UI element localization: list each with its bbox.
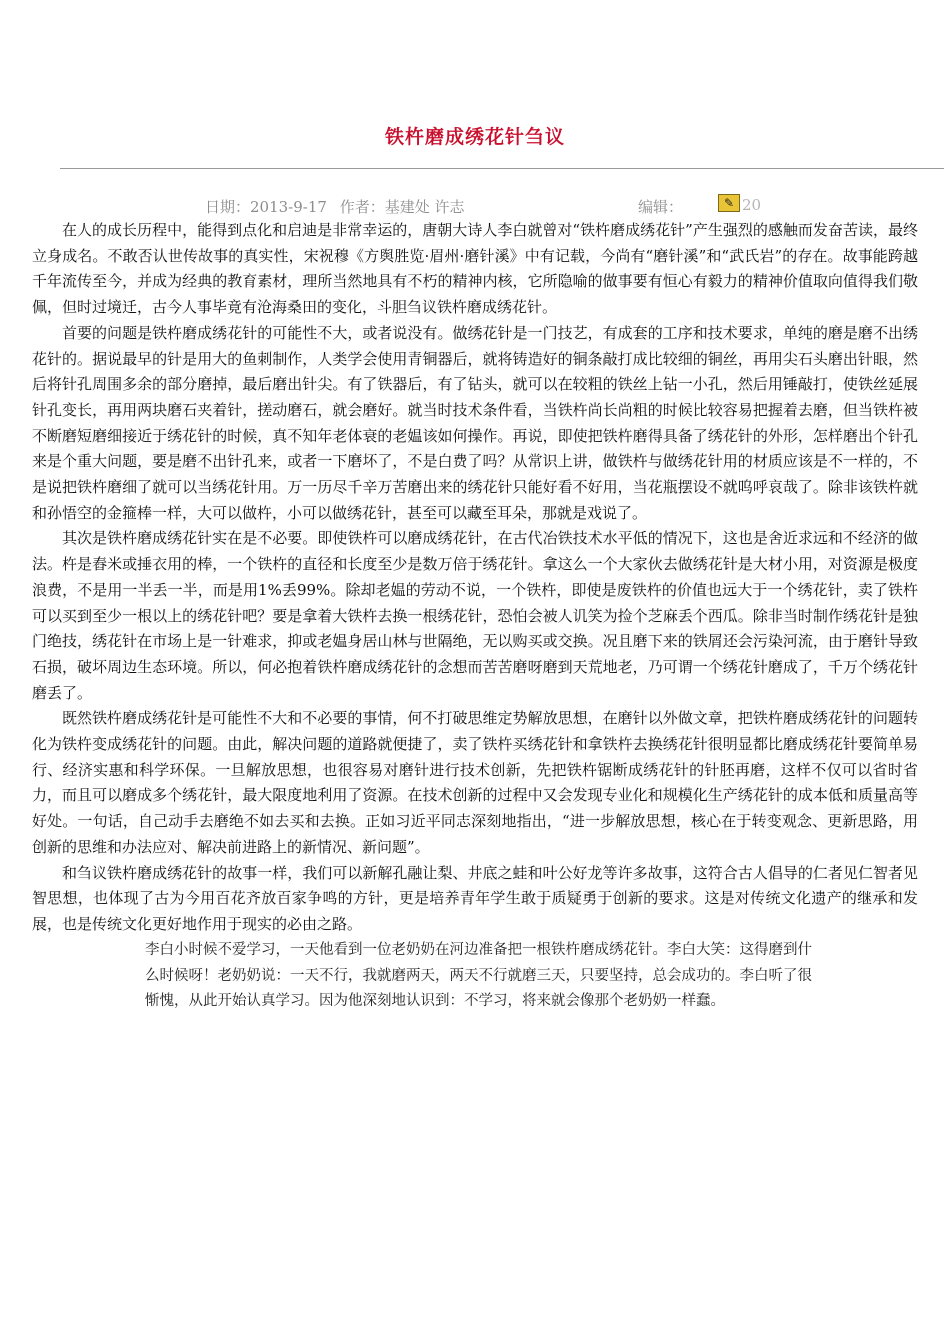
article-title: 铁杵磨成绣花针刍议 bbox=[384, 126, 565, 148]
pencil-icon[interactable]: ✎ bbox=[718, 194, 740, 212]
view-count: 20 bbox=[742, 196, 762, 214]
meta-left bbox=[205, 196, 473, 217]
title-divider bbox=[60, 168, 944, 169]
article-author: 作者：基建处 许志 bbox=[339, 198, 465, 216]
article-date: 日期：2013-9-17 bbox=[205, 198, 327, 216]
story-quote: 李白小时候不爱学习，一天他看到一位老奶奶在河边准备把一根铁杵磨成绣花针。李白大笑：这得磨到什么时候呀！老奶奶说：一天不行，我就磨两天，两天不行就磨三天，只要坚持，总会成功的。李白听了很惭愧，从此开始认真学习。因为他深刻地认识到：不学习，将来就会像那个老奶奶一样蠢。 bbox=[145, 942, 812, 1009]
paragraph: 和刍议铁杵磨成绣花针的故事一样，我们可以新解孔融让梨、井底之蛙和叶公好龙等许多故事，这符合古人倡导的仁者见仁智者见智思想，也体现了古为今用百花齐放百家争鸣的方针，更是培养青年学生敢于质疑勇于创新的要求。这是对传统文化遗产的继承和发展，也是传统文化更好地作用于现实的必由之路。 bbox=[32, 863, 918, 933]
paragraph: 既然铁杵磨成绣花针是可能性不大和不必要的事情，何不打破思维定势解放思想，在磨针以外做文章，把铁杵磨成绣花针的问题转化为铁杵变成绣花针的问题。由此，解决问题的道路就便捷了，卖了铁杵买绣花针和拿铁杵去换绣花针很明显都比磨成绣花针要简单易行、经济实惠和科学环保。一旦解放思想，也很容易对磨针进行技术创新，先把铁杵锯断成绣花针的针胚再磨，这样不仅可以省时省力，而且可以磨成多个绣花针，最大限度地利用了资源。在技术创新的过程中又会发现专业化和规模化生产绣花针的成本低和质量高等好处。一句话，自己动手去磨绝不如去买和去换。正如习近平同志深刻地指出，“进一步解放思想，核心在于转变观念、更新思路，用创新的思维和办法应对、解决前进路上的新情况、新问题”。 bbox=[32, 709, 918, 856]
editor-label: 编辑： bbox=[638, 198, 684, 216]
article-body bbox=[32, 218, 918, 938]
paragraph: 首要的问题是铁杵磨成绣花针的可能性不大，或者说没有。做绣花针是一门技艺，有成套的工序和技术要求，单纯的磨是磨不出绣花针的。据说最早的针是用大的鱼刺制作，人类学会使用青铜器后，就将铸造好的铜条敲打成比较细的铜丝，再用尖石头磨出针眼，然后将针孔周围多余的部分磨掉，最后磨出针尖。有了铁器后，有了钻头，就可以在较粗的铁丝上钻一小孔，然后用锤敲打，使铁丝延展针孔变长，再用两块磨石夹着针，搓动磨石，就会磨好。就当时技术条件看，当铁杵尚长尚粗的时候比较容易把握着去磨，但当铁杵被不断磨短磨细接近于绣花针的时候，真不知年老体衰的老媪该如何操作。再说，即使把铁杵磨得具备了绣花针的外形，怎样磨出个针孔来是个重大问题，要是磨不出针孔来，或者一下磨坏了，不是白费了吗？从常识上讲，做铁杵与做绣花针用的材质应该是不一样的，不是说把铁杵磨细了就可以当绣花针用。万一历尽千辛万苦磨出来的绣花针只能好看不好用，当花瓶摆设不就呜呼哀哉了。除非该铁杵就和孙悟空的金箍棒一样，大可以做杵，小可以做绣花针，甚至可以藏至耳朵，那就是戏说了。 bbox=[32, 323, 918, 522]
article-meta bbox=[0, 196, 950, 218]
paragraph: 其次是铁杵磨成绣花针实在是不必要。即使铁杵可以磨成绣花针，在古代冶铁技术水平低的情况下，这也是舍近求远和不经济的做法。杵是舂米或捶衣用的棒，一个铁杵的直径和长度至少是数万倍于绣花针。拿这么一个大家伙去做绣花针是大材小用，对资源是极度浪费，不是用一半丢一半，而是用1%丢99%。除却老媪的劳动不说，一个铁杵，即使是废铁杵的价值也远大于一个绣花针，卖了铁杵可以买到至少一根以上的绣花针吧？要是拿着大铁杵去换一根绣花针，恐怕会被人讥笑为捡个芝麻丢个西瓜。除非当时制作绣花针是独门绝技，绣花针在市场上是一针难求，抑或老媪身居山林与世隔绝，无以购买或交换。况且磨下来的铁屑还会污染河流，由于磨针导致石损，破坏周边生态环境。所以，何必抱着铁杵磨成绣花针的念想而苦苦磨呀磨到天荒地老，乃可谓一个绣花针磨成了，千万个绣花针磨丢了。 bbox=[32, 529, 918, 702]
paragraph: 在人的成长历程中，能得到点化和启迪是非常幸运的，唐朝大诗人李白就曾对“铁杵磨成绣花针”产生强烈的感触而发奋苦读，最终立身成名。不敢否认世传故事的真实性，宋祝穆《方舆胜览·眉州·磨针溪》中有记载，今尚有“磨针溪”和“武氏岩”的存在。故事能跨越千年流传至今，并成为经典的教育素材，理所当然地具有不朽的精神内核，它所隐喻的做事要有恒心有毅力的精神价值取向值得我们敬佩，但时过境迁，古今人事毕竟有沧海桑田的变化，斗胆刍议铁杵磨成绣花针。 bbox=[32, 221, 918, 317]
